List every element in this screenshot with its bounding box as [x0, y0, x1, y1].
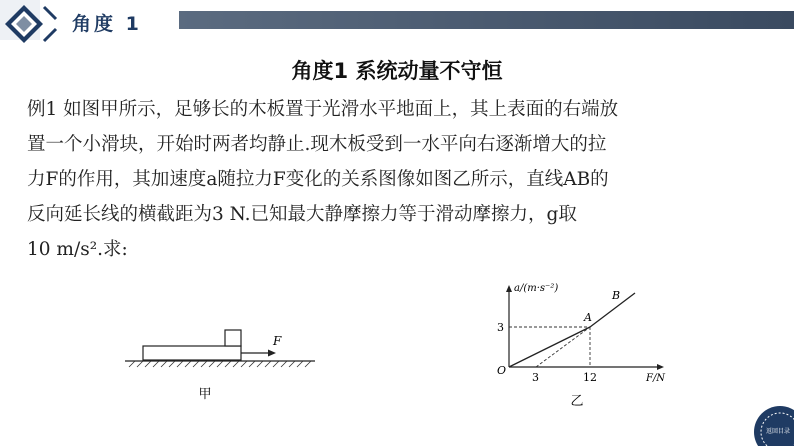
y-axis-label: a/(m·s⁻²) — [514, 283, 559, 294]
point-b-label: B — [612, 289, 621, 302]
return-toc-label: 返回目录 — [765, 428, 791, 435]
board — [143, 346, 241, 360]
slider-block — [225, 330, 241, 346]
figure-jia — [125, 325, 315, 405]
return-toc-button[interactable] — [750, 402, 794, 446]
logo-diamond-icon — [0, 0, 60, 50]
x-tick-12: 12 — [583, 371, 597, 384]
y-axis-arrow-icon — [506, 285, 512, 292]
segment-oa — [509, 327, 590, 367]
figure-yi — [480, 275, 690, 415]
problem-line-1: 例1 如图甲所示，足够长的木板置于光滑水平地面上，其上表面的右端放 — [27, 99, 619, 120]
x-axis-label: F/N — [646, 373, 666, 384]
problem-line-4: 反向延长线的横截距为3 N.已知最大静摩擦力等于滑动摩擦力，g取 — [27, 204, 577, 225]
problem-line-5: 10 m/s².求: — [27, 239, 128, 260]
y-tick-3: 3 — [497, 321, 504, 334]
figure-jia-caption: 甲 — [198, 387, 212, 402]
force-arrowhead-icon — [268, 350, 276, 357]
force-label: F — [273, 334, 282, 348]
problem-text — [27, 92, 772, 267]
header-title: 角度 1 — [72, 13, 142, 35]
page-title: 角度1 系统动量不守恒 — [291, 59, 503, 83]
header — [0, 0, 794, 50]
x-tick-3: 3 — [532, 371, 539, 384]
figure-yi-caption: 乙 — [570, 394, 584, 409]
origin-label: O — [497, 364, 507, 377]
problem-line-2: 置一个小滑块，开始时两者均静止.现木板受到一水平向右逐渐增大的拉 — [27, 134, 607, 155]
problem-line-3: 力F的作用，其加速度a随拉力F变化的关系图像如图乙所示，直线AB的 — [27, 169, 609, 190]
point-a-label: A — [584, 311, 592, 324]
ground-hatch — [129, 361, 311, 367]
header-decor-bar — [179, 11, 794, 29]
x-axis-arrow-icon — [657, 364, 664, 370]
ab-extension — [536, 327, 590, 367]
